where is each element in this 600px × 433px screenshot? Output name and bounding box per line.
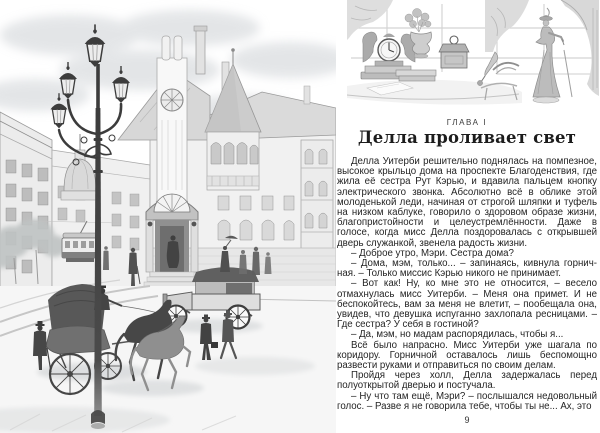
paragraph: Всё было напрасно. Мисс Уитерби уже шагала по коридору. Горничной оставалось лишь беспомощно развести руками и отправиться по своим делам.	[337, 339, 597, 372]
curtain-right	[561, 0, 599, 97]
figure-in-doorway	[167, 241, 180, 268]
chapter-label: ГЛАВА I	[446, 118, 488, 127]
standing-woman-figure	[533, 8, 564, 103]
page-number: 9	[464, 415, 470, 425]
chapter-title: Делла проливает свет	[357, 128, 577, 147]
paragraph: – Дома, мэм, только... – запинаясь, кивнула горничная. – Только миссис Кэрью никого не принимает.	[337, 258, 597, 280]
body-text	[337, 157, 597, 412]
paragraph: Пройдя через холл, Делла задержалась перед полуоткрытой дверью и постучала.	[337, 370, 597, 392]
curtain-middle	[485, 0, 529, 52]
page-right	[337, 0, 597, 433]
entrance-portal	[144, 194, 200, 287]
paragraph: – Доброе утро, Мэри. Сестра дома?	[351, 247, 514, 259]
left-building	[0, 112, 52, 300]
paragraph: – Да, мэм, но мадам распорядилась, чтобы я...	[351, 329, 564, 341]
books	[396, 70, 436, 81]
desk-vignette-illustration	[347, 0, 599, 112]
paragraph: Делла Уитерби решительно поднялась на помпезное, высокое крыльцо дома на проспекте Благоденствия, где жила её сестра Рут Кэрью, и вдавила пальцем кнопку электрического звонка. Абсолютно всё в облике этой молоденькой леди, начиная от строгой шляпки и туфель на низком каблуке, говорило о здоровом образе жизни, благопристойности и целеустремлённости. Даже в голосе, когда мисс Делла поздоровалась с открывшей дверь служанкой, звенела радость жизни.	[337, 156, 597, 249]
paragraph: – Ну что там ещё, Мэри? – послышался недовольный голос. – Разве я не говорила тебе, чтобы ты не... Ах, это	[337, 390, 597, 412]
paragraph: – Вот как! Ну, ко мне это не относится, – весело отмахнулась мисс Уитерби. – Меня она примет. И не беспокойтесь, вам за меня не влетит, – пообещала она, увидев, что девушка испуганно захлопала ресницами. – Где сестра? У себя в гостиной?	[337, 278, 597, 331]
casket-box	[439, 36, 469, 68]
